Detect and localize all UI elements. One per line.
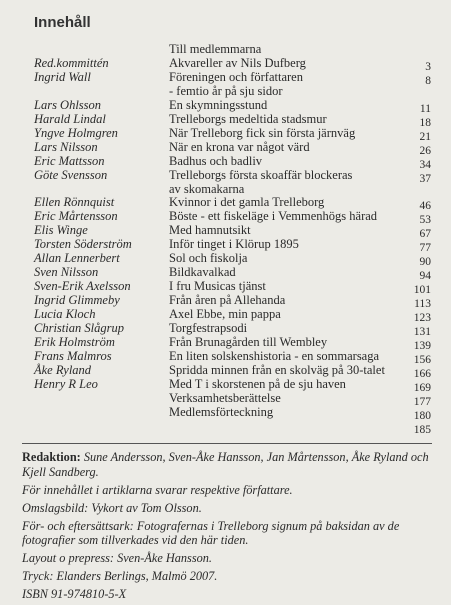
toc-author: Ingrid Glimmeby	[34, 293, 120, 308]
toc-page-number: 90	[419, 256, 431, 269]
toc-row	[0, 404, 451, 422]
toc-author: Torsten Söderström	[34, 237, 132, 252]
toc-row	[0, 111, 451, 129]
toc-row	[0, 376, 451, 394]
toc-title: Från Brunagården till Wembley	[169, 334, 328, 349]
toc-author: Lars Ohlsson	[34, 97, 102, 112]
toc-row	[0, 97, 451, 115]
toc-page-number: 77	[419, 242, 431, 255]
toc-row	[0, 307, 451, 325]
toc-page-number: 8	[425, 74, 431, 87]
toc-page-number: 37	[419, 172, 431, 185]
toc-title: Bildkavalkad	[169, 265, 236, 280]
toc-row	[0, 348, 451, 366]
toc-row	[0, 69, 451, 87]
toc-row	[0, 265, 451, 283]
toc-page-number: 177	[413, 395, 431, 408]
toc-row	[0, 182, 451, 196]
toc-title: Medlemsförteckning	[169, 404, 274, 419]
credits-layout: Layout o prepress: Sven-Åke Hansson.	[22, 551, 212, 565]
redaktion-label: Redaktion:	[22, 450, 81, 464]
toc-author: Sven-Erik Axelsson	[34, 279, 131, 294]
credits-redaktion	[22, 450, 442, 479]
toc-author: Göte Svensson	[34, 167, 108, 182]
credits-omslag: Omslagsbild: Vykort av Tom Olsson.	[22, 500, 202, 515]
redaktion-names: Sune Andersson, Sven-Åke Hansson, Jan Mårtensson, Åke Ryland och Kjell Sandberg.	[22, 450, 429, 479]
toc-page-number: 113	[414, 298, 431, 311]
toc-author: Elis Winge	[34, 223, 88, 238]
toc-page-number: 26	[419, 144, 431, 157]
divider	[22, 443, 432, 444]
toc-row	[0, 195, 451, 213]
toc-page-number: 166	[413, 367, 431, 380]
toc-title: Inför tinget i Klörup 1895	[169, 237, 299, 252]
toc-title: Kvinnor i det gamla Trelleborg	[169, 195, 325, 210]
toc-title: Böste - ett fiskeläge i Vemmenhögs härad	[169, 209, 378, 224]
toc-title: En skymningsstund	[169, 97, 268, 112]
toc-row	[0, 125, 451, 143]
credits	[22, 450, 442, 605]
toc-page-number: 185	[413, 423, 431, 436]
toc-page-number: 139	[413, 339, 431, 352]
toc-author: Allan Lennerbert	[34, 251, 120, 266]
toc-row	[0, 321, 451, 338]
toc-title: När Trelleborg fick sin första järnväg	[169, 125, 356, 140]
toc-author: Frans Malmros	[34, 348, 112, 363]
credits-tryck: Tryck: Elanders Berlings, Malmö 2007.	[22, 569, 218, 583]
credits-ansvar: För innehållet i artiklarna svarar respektive författare.	[22, 482, 293, 497]
toc-title: Från åren på Allehanda	[169, 293, 286, 308]
toc-row	[0, 153, 451, 171]
toc-row	[0, 237, 451, 255]
toc-row	[0, 362, 451, 380]
toc-title: Axel Ebbe, min pappa	[169, 307, 281, 322]
toc-author: Lars Nilsson	[34, 139, 98, 154]
toc-author: Åke Ryland	[34, 362, 92, 377]
toc-author: Sven Nilsson	[34, 265, 99, 280]
toc-page-number: 18	[419, 116, 431, 129]
toc-author: Erik Holmström	[34, 334, 115, 349]
toc-row	[0, 279, 451, 297]
toc-title: - femtio år på sju sidor	[169, 83, 283, 98]
contents-heading: Innehåll	[34, 14, 91, 31]
toc-row	[0, 251, 451, 269]
toc-page-number: 180	[413, 409, 431, 422]
toc-page-number: 3	[425, 60, 431, 73]
toc-page-number: 11	[419, 102, 431, 115]
toc-author: Lucia Kloch	[34, 307, 96, 322]
credits-isbn: ISBN 91-974810-5-X	[22, 587, 127, 601]
toc-row	[0, 293, 451, 311]
toc-title: I fru Musicas tjänst	[169, 279, 266, 294]
toc-row	[0, 167, 451, 185]
toc-page-number: 101	[413, 284, 431, 297]
toc-title: Trelleborgs första skoaffär blockeras	[169, 167, 353, 182]
toc-title: Till medlemmarna	[169, 42, 262, 56]
toc-author: Eric Mattsson	[34, 153, 105, 168]
toc-page-number: 21	[419, 130, 431, 143]
toc-row	[0, 84, 451, 98]
toc-title: Trelleborgs medeltida stadsmur	[169, 111, 327, 126]
toc-page-number: 169	[413, 381, 431, 394]
toc-title: Torgfestrapsodi	[169, 321, 248, 335]
toc-author: Ingrid Wall	[34, 69, 91, 84]
toc-title: Sol och fiskolja	[169, 251, 248, 266]
toc-author: Henry R Leo	[34, 376, 98, 391]
toc-page-number: 46	[419, 200, 431, 213]
toc-page-number: 53	[419, 214, 431, 227]
toc-row	[0, 223, 451, 241]
toc-row	[0, 209, 451, 227]
toc-author: Red.kommittén	[34, 55, 109, 70]
toc-title: När en krona var något värd	[169, 139, 310, 154]
toc-page-number: 34	[419, 158, 431, 171]
credits-eftersatt: För- och eftersättsark: Fotografernas i Trelleborg signum på baksidan av de fotografier som tillverkades vid den här tiden.	[22, 518, 400, 547]
toc-row	[0, 55, 451, 73]
toc-title: Föreningen och författaren	[169, 69, 303, 84]
toc-author: Christian Slågrup	[34, 321, 124, 335]
toc-row	[0, 334, 451, 352]
toc-page-number: 67	[419, 228, 431, 241]
toc-row	[0, 390, 451, 408]
toc-author: Harald Lindal	[34, 111, 106, 126]
toc-page-number: 131	[413, 326, 431, 338]
toc-author: Eric Mårtensson	[34, 209, 118, 224]
toc-title: Akvareller av Nils Dufberg	[169, 55, 306, 70]
toc-row	[0, 139, 451, 157]
toc-row	[0, 419, 451, 436]
toc-title: Verksamhetsberättelse	[169, 390, 281, 405]
toc-title: Badhus och badliv	[169, 153, 263, 168]
toc-author: Yngve Holmgren	[34, 125, 118, 140]
toc-title: Med T i skorstenen på de sju haven	[169, 376, 346, 391]
toc-page-number: 123	[413, 312, 431, 325]
toc-author: Ellen Rönnquist	[34, 195, 115, 210]
toc-title: av skomakarna	[169, 181, 245, 196]
toc-page-number: 156	[413, 353, 431, 366]
toc-page-number: 94	[419, 270, 431, 283]
toc-row	[0, 42, 451, 56]
toc-title: Spridda minnen från en skolväg på 30-talet	[169, 362, 385, 377]
toc-title: En liten solskenshistoria - en sommarsaga	[169, 348, 380, 363]
toc-title: Med hamnutsikt	[169, 223, 251, 238]
